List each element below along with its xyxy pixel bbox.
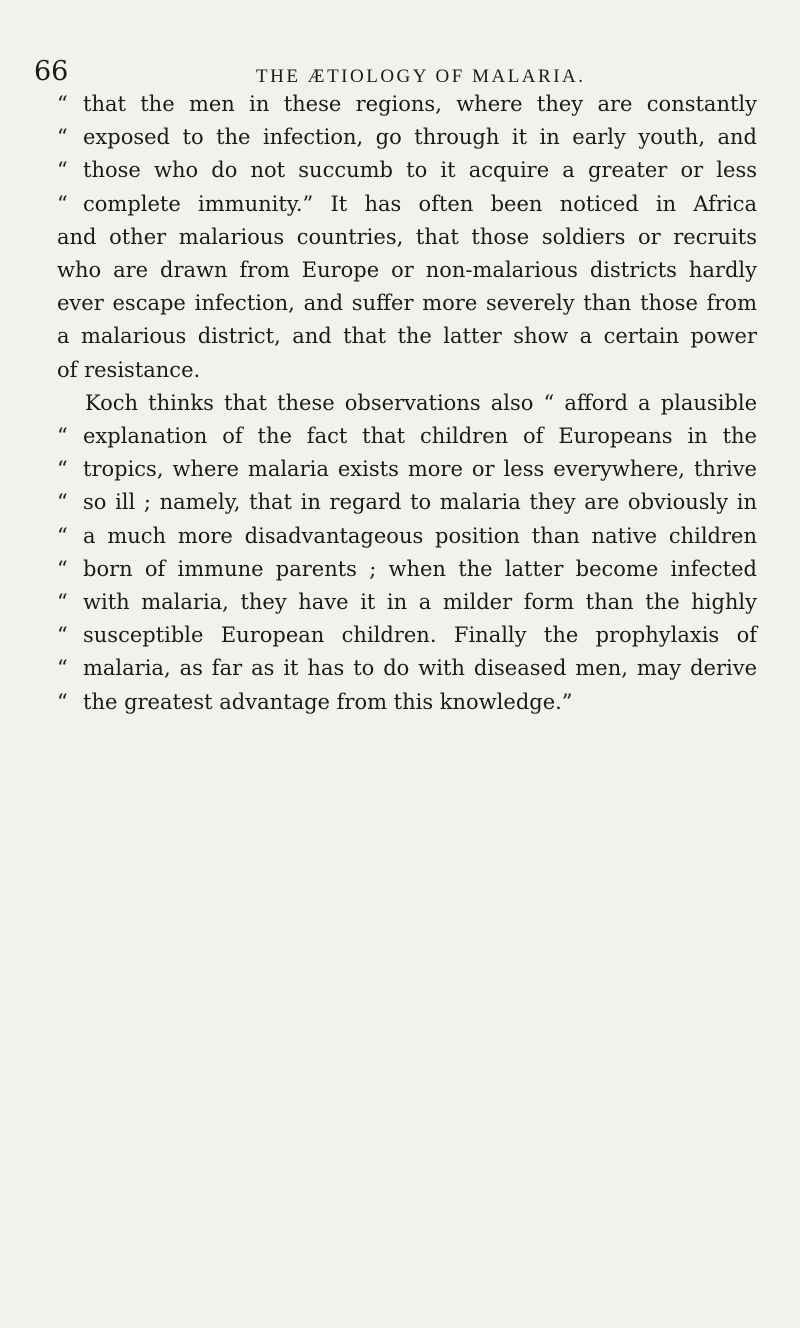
line-text: explanation of the fact that children of Europeans in the [83, 424, 757, 449]
opening-quote-mark: “ [57, 656, 68, 681]
text-line [57, 420, 757, 453]
text-line [57, 586, 757, 619]
opening-quote-mark: “ [57, 523, 68, 548]
line-text: susceptible European children. Finally the prophylaxis of [83, 623, 757, 648]
line-text: complete immunity.” It has often been noticed in Africa [83, 191, 757, 216]
line-text: of resistance. [57, 357, 201, 382]
line-text: malaria, as far as it has to do with diseased men, may derive [83, 656, 757, 681]
line-text: ever escape infection, and suffer more severely than those from [57, 291, 757, 316]
line-text: a much more disadvantageous position than native children [83, 523, 757, 548]
body-text [57, 88, 757, 719]
text-line [57, 453, 757, 486]
opening-quote-mark: “ [57, 125, 68, 150]
line-text: a malarious district, and that the latter show a certain power [57, 324, 757, 349]
opening-quote-mark: “ [57, 191, 68, 216]
line-text: that the men in these regions, where they are constantly [83, 92, 757, 116]
text-line [57, 354, 757, 387]
text-line [57, 520, 757, 553]
text-line [57, 188, 757, 221]
line-text: with malaria, they have it in a milder form than the highly [83, 590, 757, 615]
text-line [57, 254, 757, 287]
page-number: 66 [34, 56, 69, 87]
opening-quote-mark: “ [57, 158, 68, 183]
opening-quote-mark: “ [57, 92, 68, 116]
opening-quote-mark: “ [57, 457, 68, 482]
text-line [57, 287, 757, 320]
running-title: THE ÆTIOLOGY OF MALARIA. [256, 66, 586, 87]
line-text: the greatest advantage from this knowledge.” [83, 689, 573, 714]
line-text: those who do not succumb to it acquire a greater or less [83, 158, 757, 183]
text-line [57, 387, 757, 420]
line-text: Koch thinks that these observations also “ afford a plausible [85, 390, 757, 415]
line-text: so ill ; namely, that in regard to malaria they are obviously in [83, 490, 757, 515]
text-line [57, 553, 757, 586]
opening-quote-mark: “ [57, 623, 68, 648]
opening-quote-mark: “ [57, 689, 68, 714]
text-line [57, 154, 757, 187]
text-line [57, 686, 757, 719]
text-line [57, 221, 757, 254]
text-line [57, 121, 757, 154]
text-line [57, 652, 757, 685]
line-text: and other malarious countries, that those soldiers or recruits [57, 224, 757, 249]
text-line [57, 486, 757, 519]
line-text: who are drawn from Europe or non-malarious districts hardly [57, 258, 757, 283]
opening-quote-mark: “ [57, 424, 68, 449]
opening-quote-mark: “ [57, 556, 68, 581]
line-text: tropics, where malaria exists more or less everywhere, thrive [83, 457, 757, 482]
opening-quote-mark: “ [57, 490, 68, 515]
text-line [57, 619, 757, 652]
line-text: born of immune parents ; when the latter become infected [83, 556, 757, 581]
line-text: exposed to the infection, go through it in early youth, and [83, 125, 757, 150]
opening-quote-mark: “ [57, 590, 68, 615]
text-line [57, 320, 757, 353]
text-line [57, 88, 757, 121]
